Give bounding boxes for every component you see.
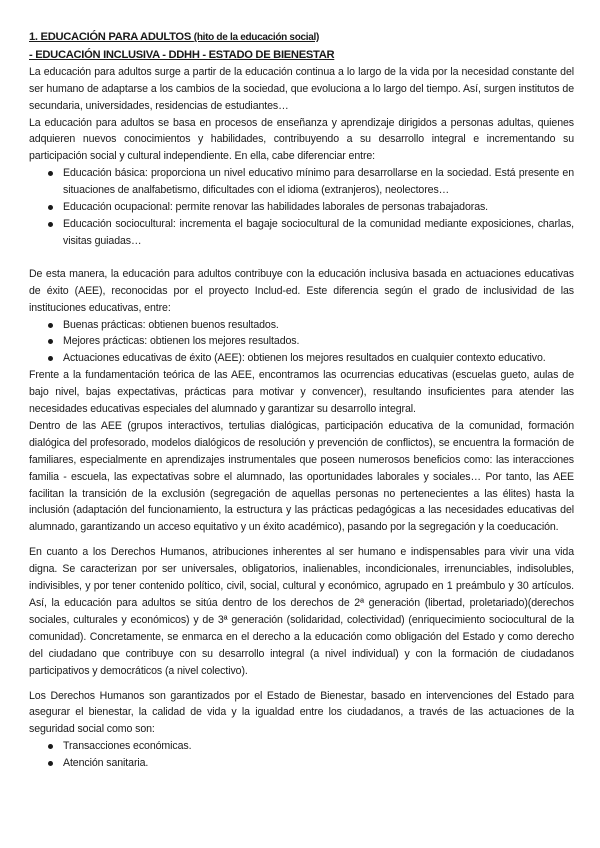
list-item-text: Transacciones económicas. <box>63 740 192 753</box>
paragraph-inclusive: De esta manera, la educación para adultos contribuye con la educación inclusiva basada en actuaciones educativas de éxito (AEE), reconocidas por el proyecto Includ-ed. Este diferencia según el grado de inclusividad de las instituciones educativas, entre: <box>29 267 574 314</box>
list-item-text: Educación ocupacional: permite renovar las habilidades laborales de personas trabajadoras. <box>63 201 489 214</box>
list-item <box>29 350 574 367</box>
list-item <box>29 165 574 199</box>
list-item <box>29 199 574 216</box>
list-item <box>29 317 574 334</box>
section-subtitle: - EDUCACIÓN INCLUSIVA - DDHH - ESTADO DE BIENESTAR <box>29 48 335 61</box>
list-item-text: Atención sanitaria. <box>63 757 149 770</box>
list-item-text: Educación básica: proporciona un nivel educativo mínimo para desarrollarse en la sociedad. Está presente en situaciones de analfabetismo, dificultades con el idioma (extranjeros), neolectores… <box>63 167 574 197</box>
paragraph-occurrences: Frente a la fundamentación teórica de las AEE, encontramos las ocurrencias educativas (escuelas gueto, aulas de bajo nivel, bajas expectativas, prácticas para motivar y convencer), resultando insuficientes para atender las necesidades educativas especiales del alumnado y garantizar su desarrollo integral. <box>29 369 574 416</box>
bullet-icon <box>48 222 53 227</box>
paragraph-welfare-state: Los Derechos Humanos son garantizados por el Estado de Bienestar, basado en intervenciones del Estado para asegurar el bienestar, la calidad de vida y la igualdad entre los ciudadanos, a través de las actuaciones de la seguridad social como son: <box>29 689 574 736</box>
list-item <box>29 216 574 250</box>
section-title <box>29 29 574 47</box>
list-item-text: Actuaciones educativas de éxito (AEE): obtienen los mejores resultados en cualquier contexto educativo. <box>63 352 546 365</box>
bullet-icon <box>48 205 53 210</box>
list-social-security <box>29 738 574 772</box>
spacer <box>29 250 574 266</box>
bullet-icon <box>48 761 53 766</box>
spacer <box>29 536 574 544</box>
title-main: 1. EDUCACIÓN PARA ADULTOS <box>29 31 191 43</box>
bullet-icon <box>48 356 53 361</box>
bullet-icon <box>48 323 53 328</box>
bullet-icon <box>48 171 53 176</box>
list-item-text: Buenas prácticas: obtienen buenos resultados. <box>63 318 279 331</box>
title-note: (hito de la educación social) <box>193 32 320 43</box>
spacer <box>29 680 574 688</box>
list-item <box>29 755 574 772</box>
paragraph-definition: La educación para adultos se basa en procesos de enseñanza y aprendizaje dirigidos a personas adultas, quienes adquieren nuevos conocimientos y habilidades, contribuyendo a su desarrollo integral e incrementando su participación social y cultural independiente. En ella, cabe diferenciar entre: <box>29 116 574 163</box>
list-item-text: Mejores prácticas: obtienen los mejores resultados. <box>63 335 300 348</box>
document-body <box>29 29 574 772</box>
list-practices <box>29 317 574 368</box>
paragraph-aee: Dentro de las AEE (grupos interactivos, tertulias dialógicas, participación educativa de la comunidad, formación dialógica del profesorado, modelos dialógicos de resolución y prevención de conflictos), se encuentra la formación de familiares, especialmente en aprendizajes instrumentales que poseen numerosos beneficios como: las interacciones familia - escuela, las expectativas sobre el alumnado, las oportunidades laborales y sociales… Por tanto, las AEE facilitan la transición de la exclusión (segregación de aquellas personas no pertenecientes a las élites) hasta la inclusión (adaptación del funcionamiento, la estructura y las prácticas pedagógicas a las necesidades educativas del alumnado, garantizando un acceso equitativo y un éxito académico), pasando por la segregación y la coeducación. <box>29 419 574 534</box>
list-item <box>29 738 574 755</box>
bullet-icon <box>48 339 53 344</box>
bullet-icon <box>48 744 53 749</box>
list-education-types <box>29 165 574 250</box>
paragraph-human-rights: En cuanto a los Derechos Humanos, atribuciones inherentes al ser humano e indispensables para vivir una vida digna. Se caracterizan por ser universales, obligatorios, inalienables, incondicionales, irrenunciables, indisolubles, indivisibles, y por tener contenido político, civil, social, cultural y económico, agrupado en 1 preámbulo y 30 artículos. Así, la educación para adultos se sitúa dentro de los derechos de 2ª generación (libertad, proletariado)(derechos sociales, culturales y económicos) y de 3ª generación (solidaridad, colectividad) (enriquecimiento sociocultural de la comunidad). Concretamente, se enmarca en el derecho a la educación como obligación del Estado y como derecho del ciudadano que contribuye con su desarrollo integral (a nivel individual) y con la formación de ciudadanos participativos y democráticos (a nivel colectivo). <box>29 546 574 677</box>
list-item-text: Educación sociocultural: incrementa el bagaje sociocultural de la comunidad mediante exposiciones, charlas, visitas guiadas… <box>63 217 574 247</box>
list-item <box>29 333 574 350</box>
paragraph-intro: La educación para adultos surge a partir de la educación continua a lo largo de la vida por la necesidad constante del ser humano de adaptarse a los cambios de la sociedad, que evoluciona a lo largo del tiempo. Así, surgen institutos de secundaria, universidades, residencias de estudiantes… <box>29 65 574 112</box>
